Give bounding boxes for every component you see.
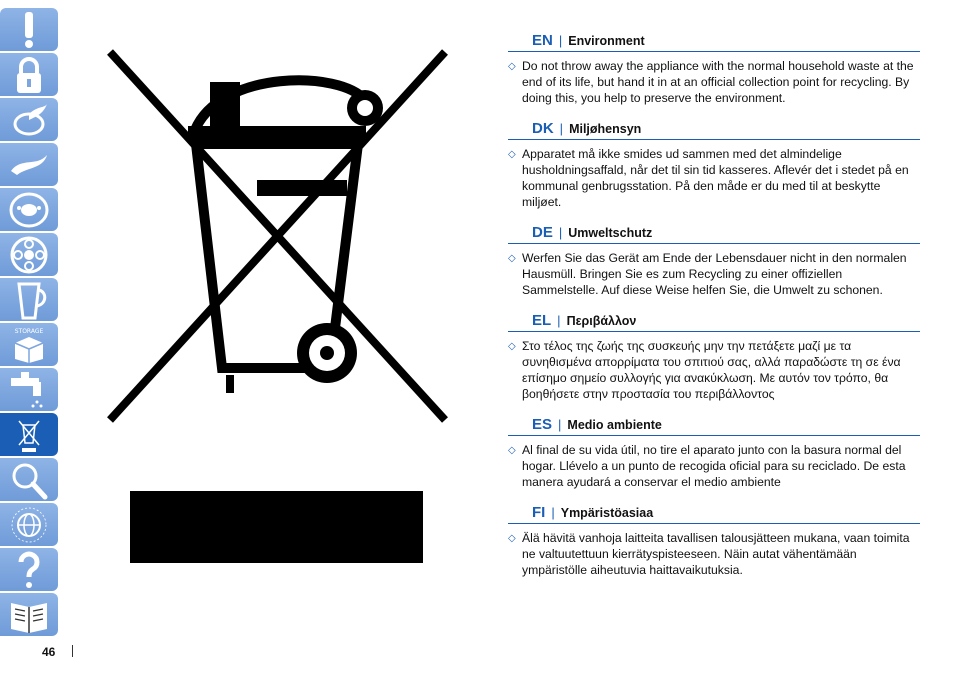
magnifier-icon xyxy=(7,460,51,500)
separator: | xyxy=(557,313,561,328)
section-header xyxy=(508,120,920,140)
section-title: Umweltschutz xyxy=(568,226,653,240)
sidebar-tab-mixer[interactable] xyxy=(0,98,58,141)
globe-guarantee-icon xyxy=(7,505,51,545)
separator: | xyxy=(558,225,563,240)
sidebar-tab-storage[interactable] xyxy=(0,323,58,366)
crossed-bin-icon xyxy=(7,415,51,455)
language-code: ES xyxy=(532,416,553,433)
paragraph-text: Älä hävitä vanhoja laitteita tavallisen talousjätteen mukana, vaan toimita ne valtuutettuun kierrätyspisteeseen. Näin autat vähentämään ympäristölle aiheutuvia haittavaikutuksia. xyxy=(522,531,910,577)
sidebar-tab-guarantee[interactable] xyxy=(0,503,58,546)
weee-black-bar xyxy=(130,491,423,563)
language-code: DK xyxy=(532,120,554,137)
storage-box-icon xyxy=(7,325,51,365)
environment-content xyxy=(508,32,920,592)
paragraph-text: Do not throw away the appliance with the normal household waste at the end of its life, but hand it in at an official collection point for recycling. By doing this, you help to preserve the environment. xyxy=(522,59,914,105)
section-de xyxy=(508,224,920,298)
language-code: EN xyxy=(532,32,553,49)
separator: | xyxy=(551,505,555,520)
page-number: 46 xyxy=(42,645,56,659)
separator: | xyxy=(558,33,563,48)
language-code: FI xyxy=(532,504,546,521)
disc-icon xyxy=(7,190,51,230)
jug-icon xyxy=(7,280,51,320)
section-header xyxy=(508,504,920,524)
page-number-divider xyxy=(72,645,73,657)
bullet-icon: ◇ xyxy=(508,341,516,352)
section-title: Περιβάλλον xyxy=(566,314,637,328)
flower-disc-icon xyxy=(7,235,51,275)
sidebar-tab-warning[interactable] xyxy=(0,8,58,51)
sidebar-tab-safety[interactable] xyxy=(0,53,58,96)
section-header xyxy=(508,32,920,52)
sidebar-tab-flower-disc[interactable] xyxy=(0,233,58,276)
sidebar-tab-cleaning[interactable] xyxy=(0,368,58,411)
warning-exclamation-icon xyxy=(7,10,51,50)
paragraph xyxy=(508,146,920,210)
sidebar-tab-environment[interactable] xyxy=(0,413,58,456)
sidebar-tab-troubleshooting[interactable] xyxy=(0,458,58,501)
padlock-icon xyxy=(7,55,51,95)
sidebar-tab-faq[interactable] xyxy=(0,548,58,591)
sidebar-tab-jug[interactable] xyxy=(0,278,58,321)
language-code: DE xyxy=(532,224,553,241)
paragraph xyxy=(508,58,920,106)
sidebar-tab-blade[interactable] xyxy=(0,143,58,186)
sidebar-tab-manual[interactable] xyxy=(0,593,58,636)
bullet-icon: ◇ xyxy=(508,533,516,544)
paragraph xyxy=(508,250,920,298)
section-header xyxy=(508,416,920,436)
storage-label: STORAGE xyxy=(14,327,44,335)
section-title: Environment xyxy=(568,34,645,48)
paragraph-text: Werfen Sie das Gerät am Ende der Lebensdauer nicht in den normalen Hausmüll. Bringen Sie es zum Recycling zu einer offiziellen Sammelstelle. Auf diese Weise helfen Sie, die Umwelt zu schonen. xyxy=(522,251,907,297)
question-mark-icon xyxy=(7,550,51,590)
section-title: Miljøhensyn xyxy=(569,122,642,136)
section-es xyxy=(508,416,920,490)
section-en xyxy=(508,32,920,106)
paragraph-text: Al final de su vida útil, no tire el aparato junto con la basura normal del hogar. Llévelo a un punto de recogida oficial para su reciclado. De esta manera ayudará a conservar el medio ambiente xyxy=(522,443,906,489)
section-header xyxy=(508,312,920,332)
section-header xyxy=(508,224,920,244)
separator: | xyxy=(558,417,562,432)
paragraph-text: Στο τέλος της ζωής της συσκευής μην την πετάξετε μαζί με τα συνηθισμένα απορρίματα του σπιτιού σας, αλλά παραδώστε τη σε ένα επίσημο σημείο συλλογής για ανακύκλωση. Με αυτόν τον τρόπο, θα βοηθήσετε στην προστασία του περιβάλλοντος xyxy=(522,339,901,401)
tap-icon xyxy=(7,370,51,410)
language-code: EL xyxy=(532,312,552,329)
bullet-icon: ◇ xyxy=(508,445,516,456)
paragraph xyxy=(508,530,920,578)
section-title: Medio ambiente xyxy=(567,418,662,432)
bullet-icon: ◇ xyxy=(508,253,516,264)
paragraph-text: Apparatet må ikke smides ud sammen med det almindelige husholdningsaffald, når det til sin tid kasseres. Aflevér det i stedet på en kommunal genbrugsstation. På den måde er du med til at beskytte miljøet. xyxy=(522,147,909,209)
crossed-out-wheelie-bin-icon xyxy=(100,40,460,425)
separator: | xyxy=(559,121,564,136)
book-icon xyxy=(7,595,51,635)
section-el xyxy=(508,312,920,402)
paragraph xyxy=(508,442,920,490)
hand-mixer-icon xyxy=(7,100,51,140)
paragraph xyxy=(508,338,920,402)
bullet-icon: ◇ xyxy=(508,149,516,160)
section-fi xyxy=(508,504,920,578)
sidebar-tab-disc[interactable] xyxy=(0,188,58,231)
sidebar xyxy=(0,8,60,638)
section-dk xyxy=(508,120,920,210)
blade-icon xyxy=(7,145,51,185)
section-title: Ympäristöasiaa xyxy=(560,506,654,520)
bullet-icon: ◇ xyxy=(508,61,516,72)
